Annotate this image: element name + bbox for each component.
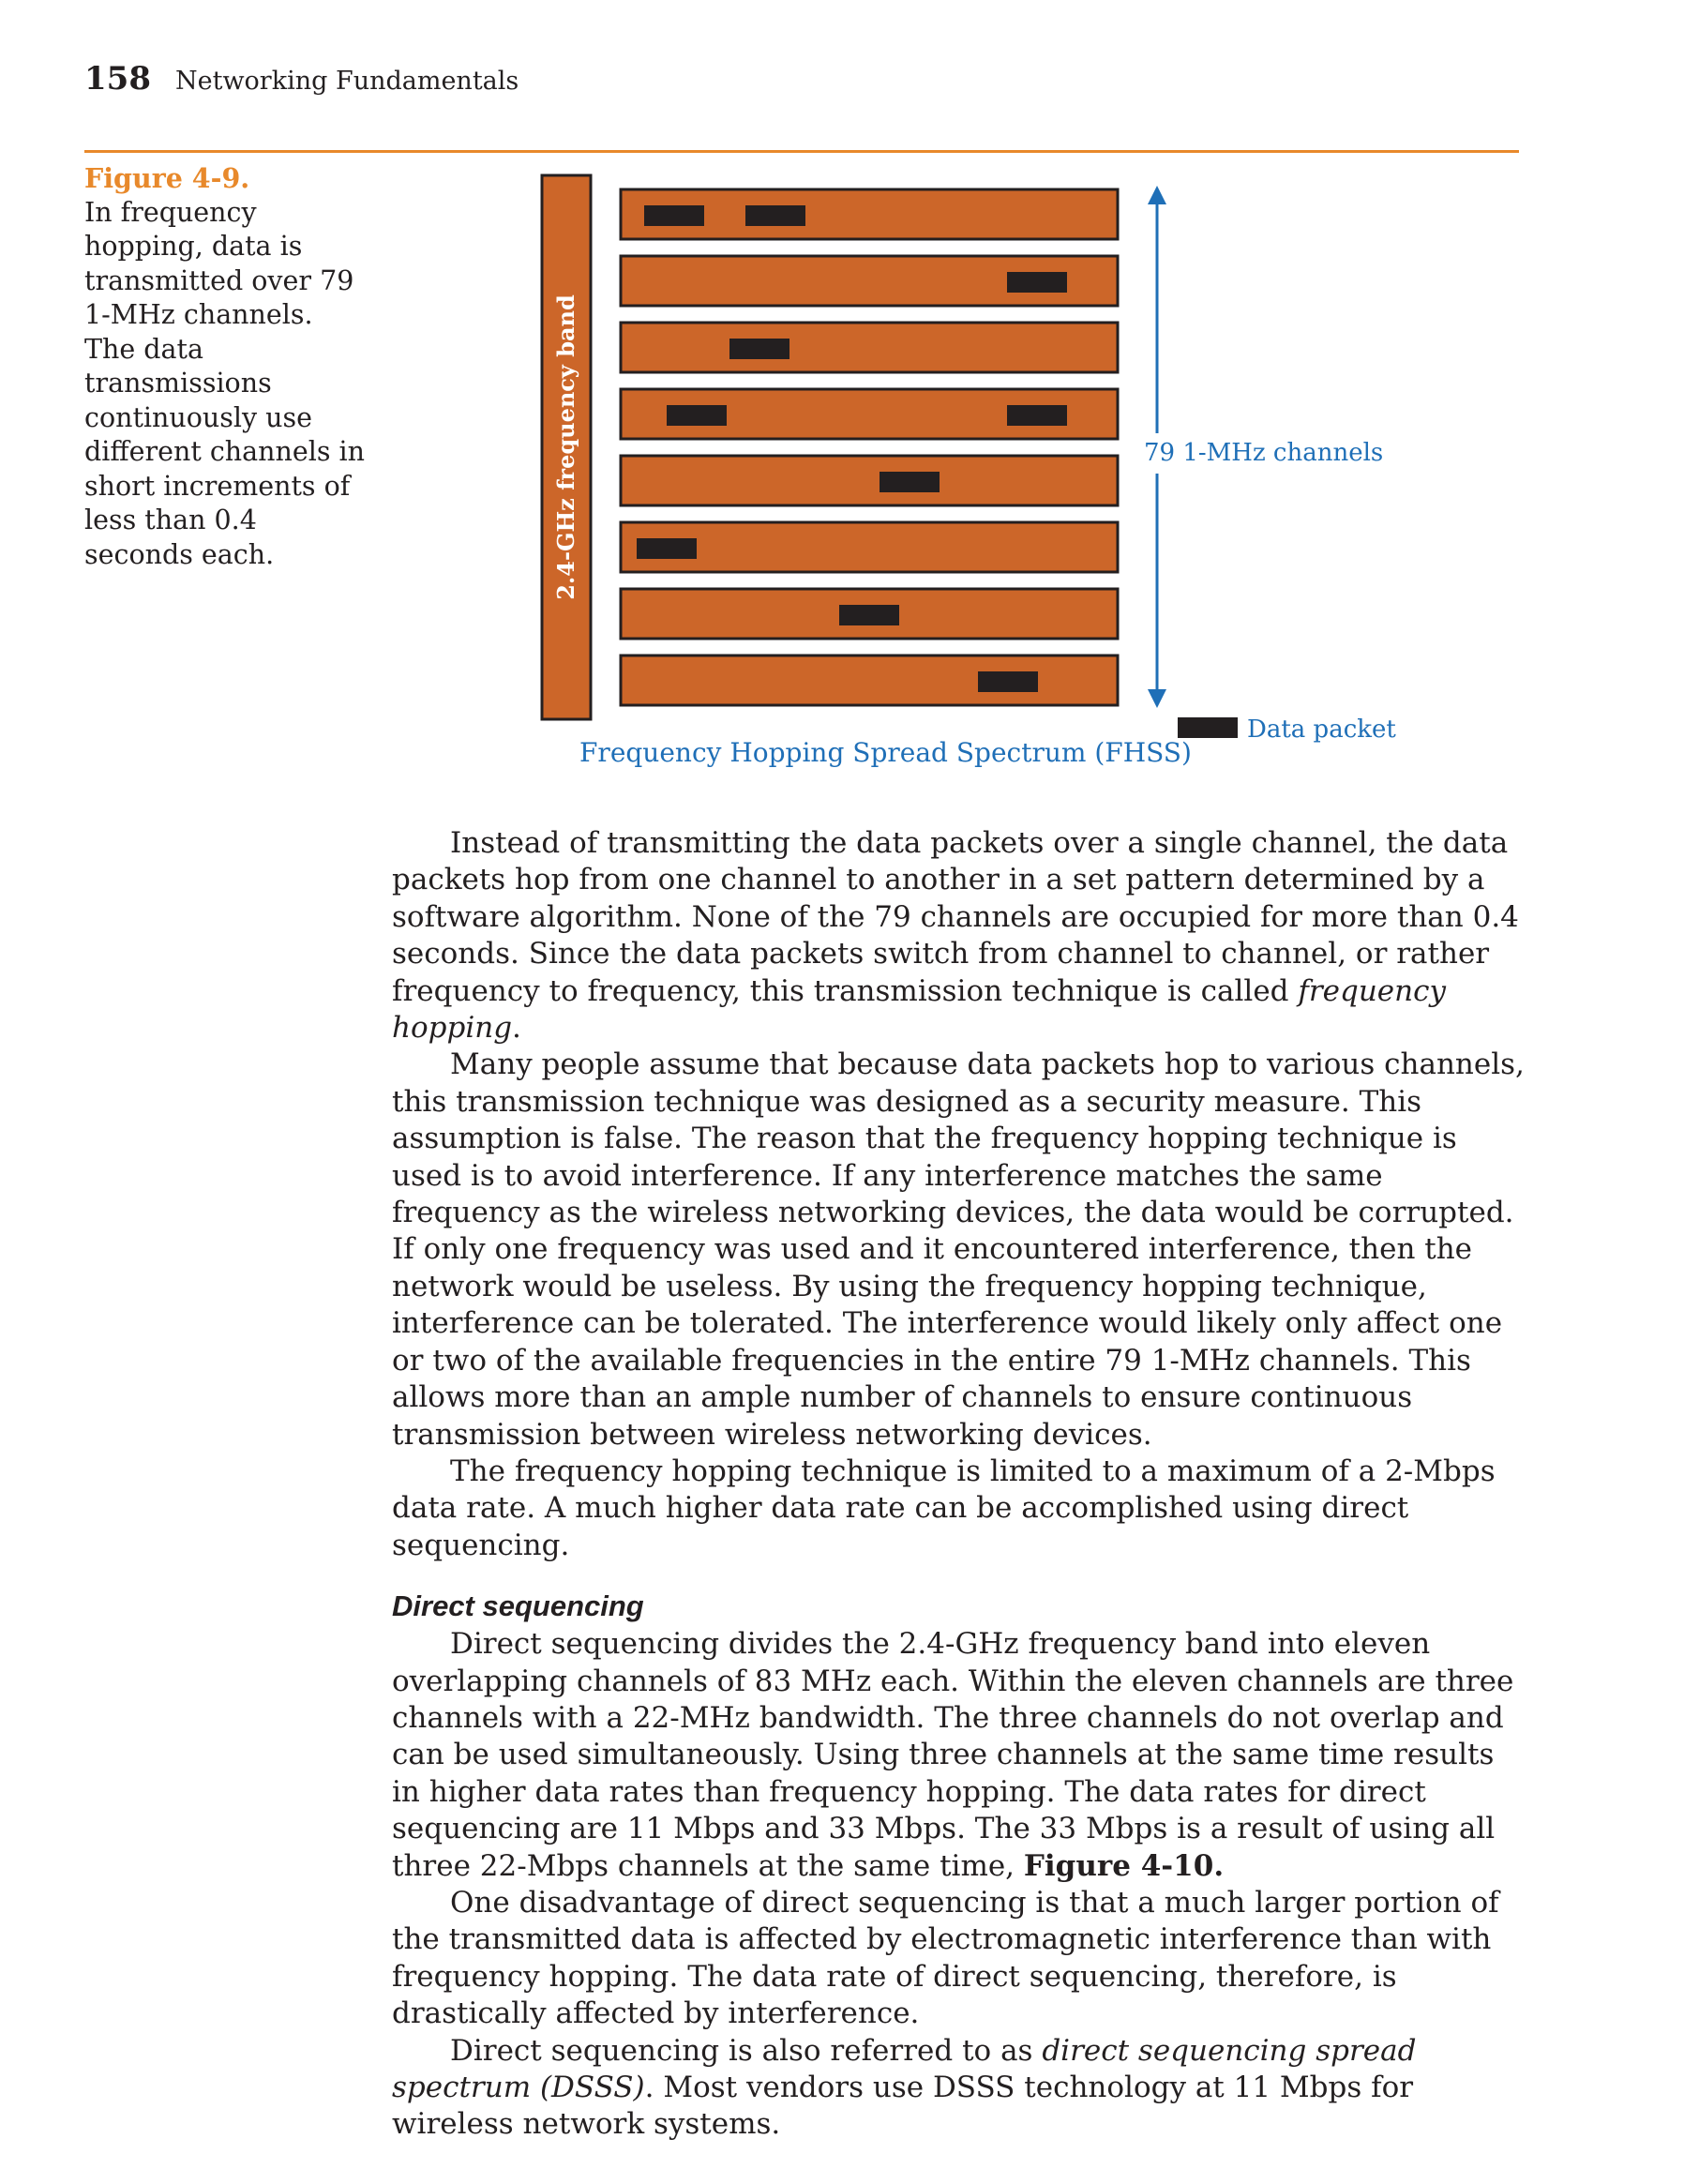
key-term: direct sequencing spread spectrum (DSSS) xyxy=(392,2033,1417,2104)
paragraph-text: . Most vendors use DSSS technology at 11 Mbps for wireless network systems. xyxy=(392,2071,1414,2142)
key-term: frequency hopping xyxy=(392,973,1446,1046)
running-title: Networking Fundamentals xyxy=(174,67,519,96)
data-packet xyxy=(1007,272,1067,293)
data-packet xyxy=(1007,405,1067,426)
channel-rows xyxy=(621,189,1118,705)
paragraph-text: Direct sequencing is also referred to as xyxy=(450,2033,1043,2068)
body-text xyxy=(392,825,1531,2144)
channel-row xyxy=(621,323,1118,372)
section-heading: Direct sequencing xyxy=(392,1589,644,1623)
legend-label: Data packet xyxy=(1247,715,1396,744)
data-packet xyxy=(880,472,940,492)
paragraph xyxy=(392,825,1531,1047)
paragraph-text: Instead of transmitting the data packets over a single channel, the data packets hop from one channel to another in a set pattern determined by a software algorithm. None of the 79 channels are occupied for more than 0.4 seconds. Since the data packets switch from channel to channel, or rather frequency to frequency, this transmission technique is called xyxy=(392,826,1519,1008)
data-packet xyxy=(667,405,727,426)
figure-caption-text: In frequency hopping, data is transmitted over 79 1-MHz channels. The data transmissions continuously use different channels in short increments of less than 0.4 seconds each. xyxy=(84,196,365,570)
figure-label: Figure 4-9. xyxy=(84,162,250,194)
page-number: 158 xyxy=(84,60,151,98)
data-packet xyxy=(637,538,697,559)
channel-row xyxy=(621,655,1118,705)
data-packet xyxy=(839,605,899,625)
channels-label: 79 1-MHz channels xyxy=(1144,439,1384,467)
figure-reference: Figure 4-10. xyxy=(1023,1848,1225,1883)
legend-packet-swatch xyxy=(1178,717,1238,738)
diagram-title: Frequency Hopping Spread Spectrum (FHSS) xyxy=(579,737,1192,768)
data-packet xyxy=(978,671,1038,692)
paragraph: Many people assume that because data packets hop to various channels, this transmission technique was designed as a security measure. This assumption is false. The reason that the frequency hopping technique is used is to avoid interference. If any interference matches the same frequency as the wireless networking devices, the data would be corrupted. If only one frequency was used and it encountered interference, then the network would be useless. By using the frequency hopping technique, interference can be tolerated. The interference would likely only affect one or two of the available frequencies in the entire 79 1-MHz channels. This allows more than an ample number of channels to ensure continuous transmission between wireless networking devices. xyxy=(392,1047,1525,1452)
paragraph xyxy=(392,2033,1531,2144)
paragraph-text: Direct sequencing divides the 2.4-GHz frequency band into eleven overlapping channels of 83 MHz each. Within the eleven channels are three channels with a 22-MHz bandwidth. The three channels do not overlap and can be used simultaneously. Using three channels at the same time results in higher data rates than frequency hopping. The data rates for direct sequencing are 11 Mbps and 33 Mbps. The 33 Mbps is a result of using all three 22-Mbps channels at the same time, xyxy=(392,1627,1514,1883)
data-packet xyxy=(644,205,704,226)
frequency-band-label: 2.4-GHz frequency band xyxy=(552,294,579,600)
fhss-diagram xyxy=(0,0,1699,806)
paragraph: One disadvantage of direct sequencing is that a much larger portion of the transmitted data is affected by electromagnetic interference than with frequency hopping. The data rate of direct sequencing, therefore, is drastically affected by interference. xyxy=(392,1885,1499,2031)
paragraph-text: . xyxy=(512,1011,521,1046)
channel-row xyxy=(621,456,1118,505)
paragraph: The frequency hopping technique is limited to a maximum of a 2-Mbps data rate. A much higher data rate can be accomplished using direct sequencing. xyxy=(392,1453,1496,1562)
paragraph xyxy=(392,1626,1531,1885)
data-packet xyxy=(729,339,789,359)
data-packet xyxy=(745,205,805,226)
